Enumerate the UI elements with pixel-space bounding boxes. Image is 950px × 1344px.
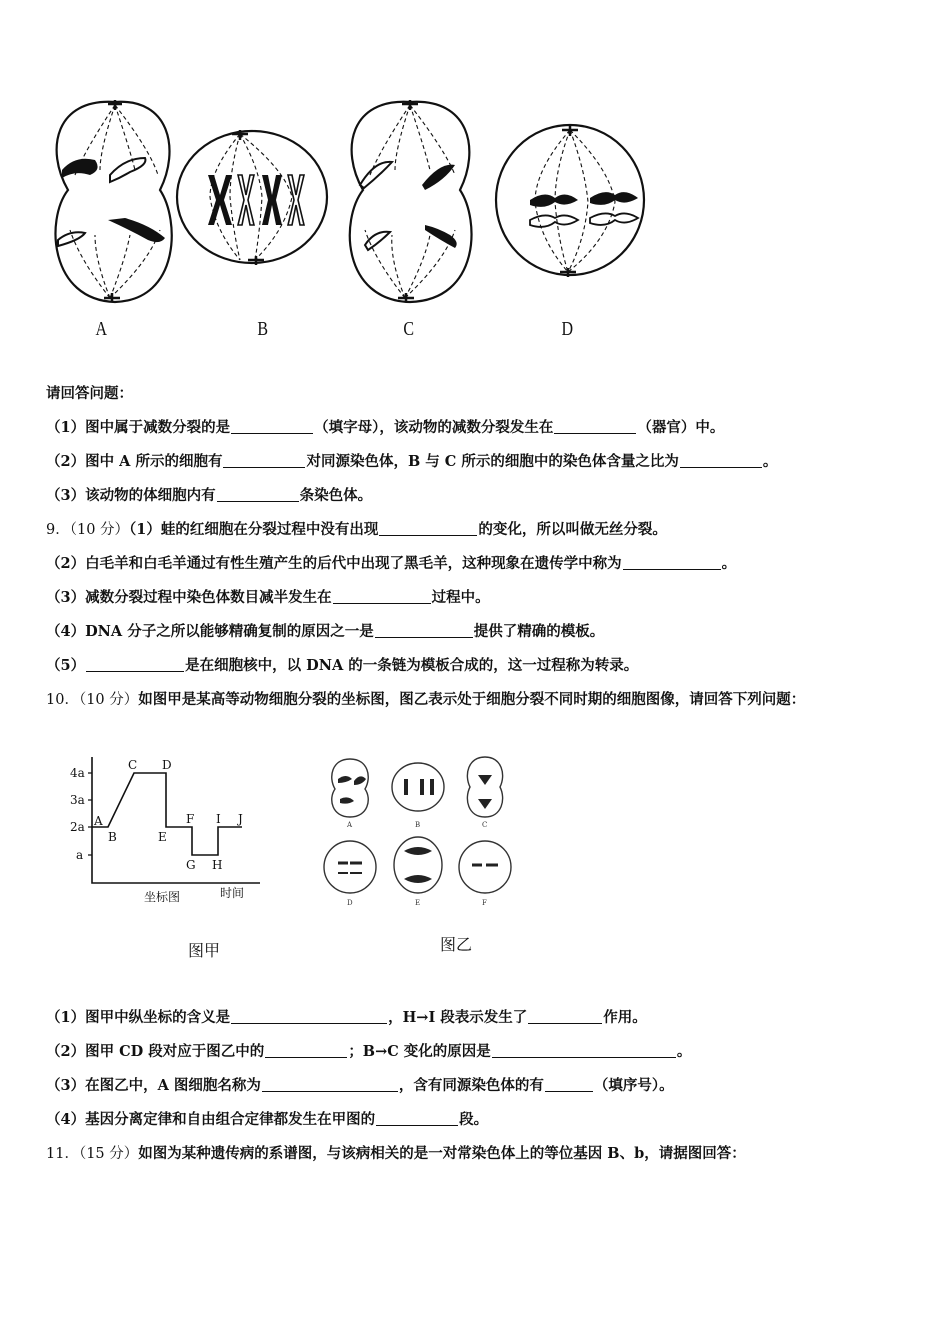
cell-b-label-e: E [415, 899, 421, 907]
cell-images-drawing [320, 755, 520, 915]
answer-blank[interactable] [231, 1009, 387, 1024]
answer-blank[interactable] [262, 1077, 398, 1092]
q10-part4: （4）基因分离定律和自由组合定律都发生在甲图的 段。 [46, 1111, 489, 1128]
point-j: J [238, 812, 243, 826]
q10-part2: （2）图甲 CD 段对应于图乙中的 ；B→C 变化的原因是 。 [46, 1043, 692, 1060]
q8-part1: （1）图中属于减数分裂的是 （填字母），该动物的减数分裂发生在 （器官）中。 [46, 419, 725, 436]
cell-c-outline [350, 102, 472, 302]
cell-label-d: D [561, 318, 574, 340]
q10-part3: （3）在图乙中，A 图细胞名称为 ，含有同源染色体的有 （填序号）。 [46, 1077, 674, 1094]
figure-yi-caption: 图乙 [440, 935, 473, 954]
cell-b-label-a: A [347, 821, 353, 829]
point-h: H [212, 858, 223, 872]
q9-part4: （4）DNA 分子之所以能够精确复制的原因之一是 提供了精确的模板。 [46, 623, 605, 640]
q9-part2: （2）白毛羊和白毛羊通过有性生殖产生的后代中出现了黑毛羊，这种现象在遗传学中称为 。 [46, 555, 737, 572]
point-d: D [162, 758, 172, 772]
q10-stem: 10．（10 分）如图甲是某高等动物细胞分裂的坐标图，图乙表示处于细胞分裂不同时期的细胞图像，请回答下列问题： [46, 691, 806, 708]
answer-blank[interactable] [623, 555, 721, 570]
point-g: G [186, 858, 196, 872]
q8-part2: （2）图中 A 所示的细胞有 对同源染色体，B 与 C 所示的细胞中的染色体含量之比为 。 [46, 453, 778, 470]
cell-division-figure [30, 90, 670, 350]
answer-blank[interactable] [379, 521, 477, 536]
point-c: C [128, 758, 138, 772]
q9-part5: （5） 是在细胞核中，以 DNA 的一条链为模板合成的，这一过程称为转录。 [46, 657, 639, 674]
y-tick-a: a [76, 848, 84, 862]
answer-blank[interactable] [545, 1077, 593, 1092]
answer-blank[interactable] [492, 1043, 676, 1058]
answer-blank[interactable] [86, 657, 184, 672]
cell-images-grid [320, 755, 520, 915]
point-i: I [216, 812, 221, 826]
answer-blank[interactable] [376, 1111, 458, 1126]
answer-blank[interactable] [680, 453, 762, 468]
answer-blank[interactable] [217, 487, 299, 502]
figure-jia-caption: 图甲 [188, 941, 221, 960]
answer-blank[interactable] [554, 419, 636, 434]
coordinate-graph [70, 755, 260, 905]
point-a: A [94, 814, 103, 828]
point-e: E [158, 830, 167, 844]
answer-blank[interactable] [528, 1009, 602, 1024]
q8-part3: （3）该动物的体细胞内有 条染色体。 [46, 487, 373, 504]
cell-b-label-c: C [482, 821, 488, 829]
answer-blank[interactable] [231, 419, 313, 434]
intro-line: 请回答问题： [46, 385, 133, 402]
q11-stem: 11．（15 分）如图为某种遗传病的系谱图，与该病相关的是一对常染色体上的等位基因 B、b，请据图回答： [46, 1145, 746, 1162]
cell-label-c: C [403, 318, 415, 340]
point-f: F [186, 812, 195, 826]
cell-label-a: A [95, 318, 108, 340]
cell-b-label-f: F [482, 899, 487, 907]
q10-part1: （1）图甲中纵坐标的含义是 ，H→I 段表示发生了 作用。 [46, 1009, 647, 1026]
cell-b-label-b: B [415, 821, 421, 829]
x-axis-label: 时间 [220, 886, 245, 900]
cell-label-b: B [257, 318, 269, 340]
cell-b-label-d: D [347, 899, 353, 907]
cell-a-outline [56, 102, 172, 302]
cell-b-outline [177, 131, 327, 263]
y-tick-3a: 3a [70, 793, 85, 807]
answer-blank[interactable] [333, 589, 431, 604]
answer-blank[interactable] [375, 623, 473, 638]
coordinate-graph-drawing [70, 755, 260, 905]
y-axis [92, 757, 260, 883]
graph-inner-caption: 坐标图 [144, 890, 181, 904]
cell-division-drawing [30, 90, 670, 320]
y-tick-2a: 2a [70, 820, 85, 834]
answer-blank[interactable] [223, 453, 305, 468]
point-b: B [108, 830, 117, 844]
q9-part3: （3）减数分裂过程中染色体数目减半发生在 过程中。 [46, 589, 490, 606]
q9-part1: 9．（10 分）（1）蛙的红细胞在分裂过程中没有出现 的变化，所以叫做无丝分裂。 [46, 521, 667, 538]
y-tick-4a: 4a [70, 766, 85, 780]
answer-blank[interactable] [265, 1043, 347, 1058]
